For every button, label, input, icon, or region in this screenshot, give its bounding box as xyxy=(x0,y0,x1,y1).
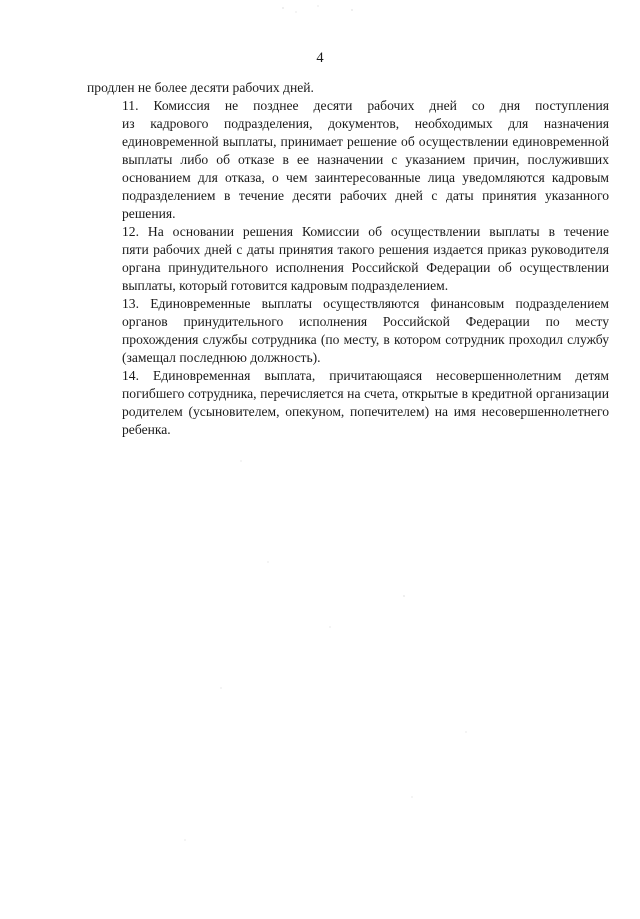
text-line: выплаты, который готовится кадровым подразделением. xyxy=(122,278,449,293)
text-line: выплаты либо об отказе в ее назначении с указанием причин, послуживших xyxy=(122,152,609,167)
text-line: 14. Единовременная выплата, причитающаяся несовершеннолетним детям xyxy=(122,368,609,383)
text-line: подразделением в течение десяти рабочих дней с даты принятия указанного xyxy=(122,188,609,203)
text-line: единовременной выплаты, принимает решение об осуществлении единовременной xyxy=(122,134,609,149)
text-line: из кадрового подразделения, документов, необходимых для назначения xyxy=(122,116,609,131)
paragraph-continuation xyxy=(87,79,609,97)
text-line: ребенка. xyxy=(122,422,171,437)
text-line: погибшего сотрудника, перечисляется на счета, открытые в кредитной организации xyxy=(122,386,609,401)
paragraph-12 xyxy=(87,223,609,295)
text-line: родителем (усыновителем, опекуном, попечителем) на имя несовершеннолетнего xyxy=(122,404,609,419)
page-number: 4 xyxy=(316,50,324,66)
text-line: 11. Комиссия не позднее десяти рабочих дней со дня поступления xyxy=(122,98,609,113)
text-line: органов принудительного исполнения Российской Федерации по месту xyxy=(122,314,609,329)
text-line: решения. xyxy=(122,206,176,221)
paragraph-14 xyxy=(87,367,609,439)
text-line: пяти рабочих дней с даты принятия такого решения издается приказ руководителя xyxy=(122,242,609,257)
document-body xyxy=(87,79,609,439)
text-line: органа принудительного исполнения Российской Федерации об осуществлении xyxy=(122,260,609,275)
paragraph-13 xyxy=(87,295,609,367)
text-line: 13. Единовременные выплаты осуществляются финансовым подразделением xyxy=(122,296,609,311)
text-line: основанием для отказа, о чем заинтересованные лица уведомляются кадровым xyxy=(122,170,609,185)
text-line: продлен не более десяти рабочих дней. xyxy=(87,80,314,95)
paragraph-11 xyxy=(87,97,609,223)
text-line: прохождения службы сотрудника (по месту, в котором сотрудник проходил службу xyxy=(122,332,609,347)
text-line: (замещал последнюю должность). xyxy=(122,350,321,365)
text-line: 12. На основании решения Комиссии об осуществлении выплаты в течение xyxy=(122,224,609,239)
